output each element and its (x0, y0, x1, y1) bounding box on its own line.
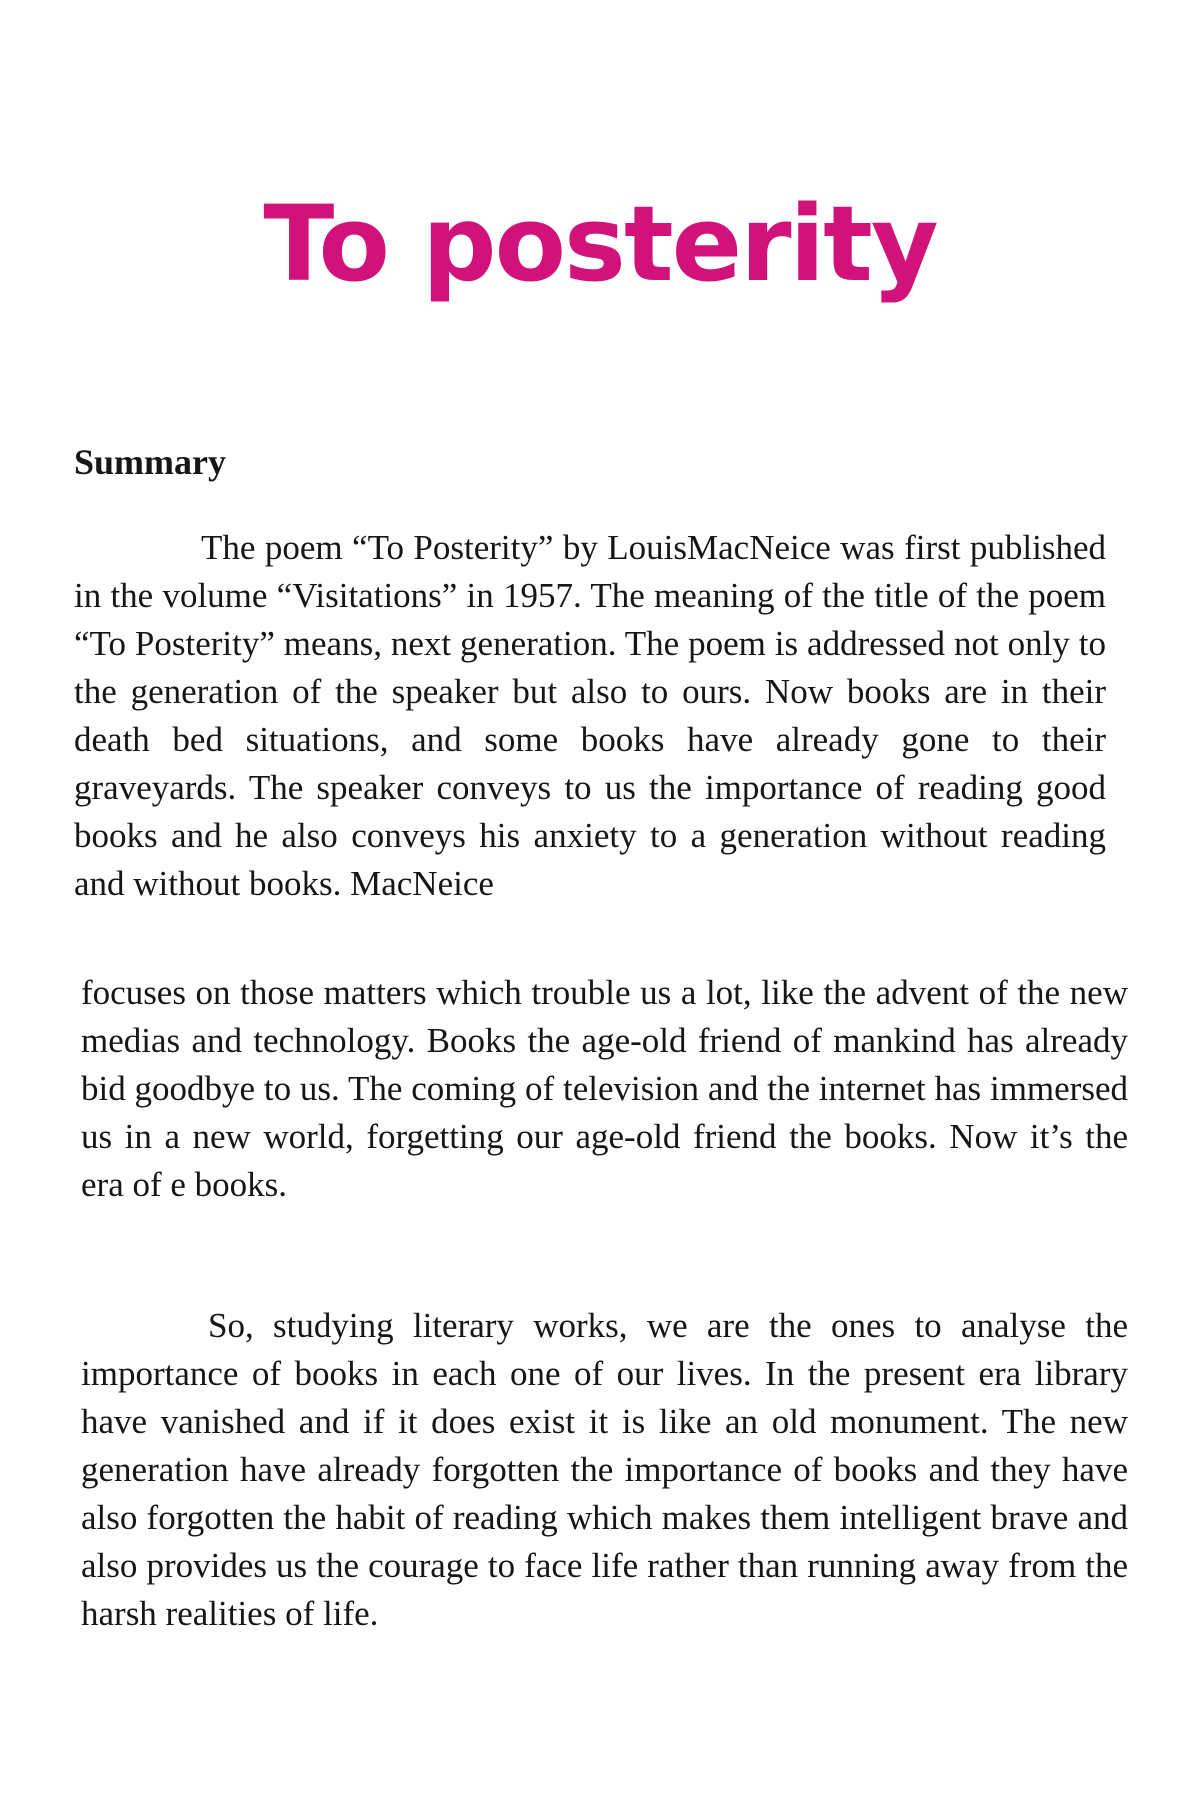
summary-paragraph-1: The poem “To Posterity” by LouisMacNeice was first published in the volume “Visitations” in 1957. The meaning of the title of the poem “To Posterity” means, next generation. The poem is addressed not only to the generation of the speaker but also to ours. Now books are in their death bed situations, and some books have already gone to their graveyards. The speaker conveys to us the importance of reading good books and he also conveys his anxiety to a generation without reading and without books. MacNeice (74, 528, 1106, 903)
summary-paragraph-3: So, studying literary works, we are the ones to analyse the importance of books in each one of our lives. In the present era library have vanished and if it does exist it is like an old monument. The new generation have already forgotten the importance of books and they have also forgotten the habit of reading which makes them intelligent brave and also provides us the courage to face life rather than running away from the harsh realities of life. (81, 1306, 1128, 1633)
section-heading-summary: Summary (74, 442, 226, 482)
summary-paragraph-2: focuses on those matters which trouble us a lot, like the advent of the new medias and technology. Books the age-old friend of mankind has already bid goodbye to us. The coming of television and the internet has immersed us in a new world, forgetting our age-old friend the books. Now it’s the era of e books. (81, 973, 1128, 1204)
page-title: To posterity (263, 183, 937, 305)
